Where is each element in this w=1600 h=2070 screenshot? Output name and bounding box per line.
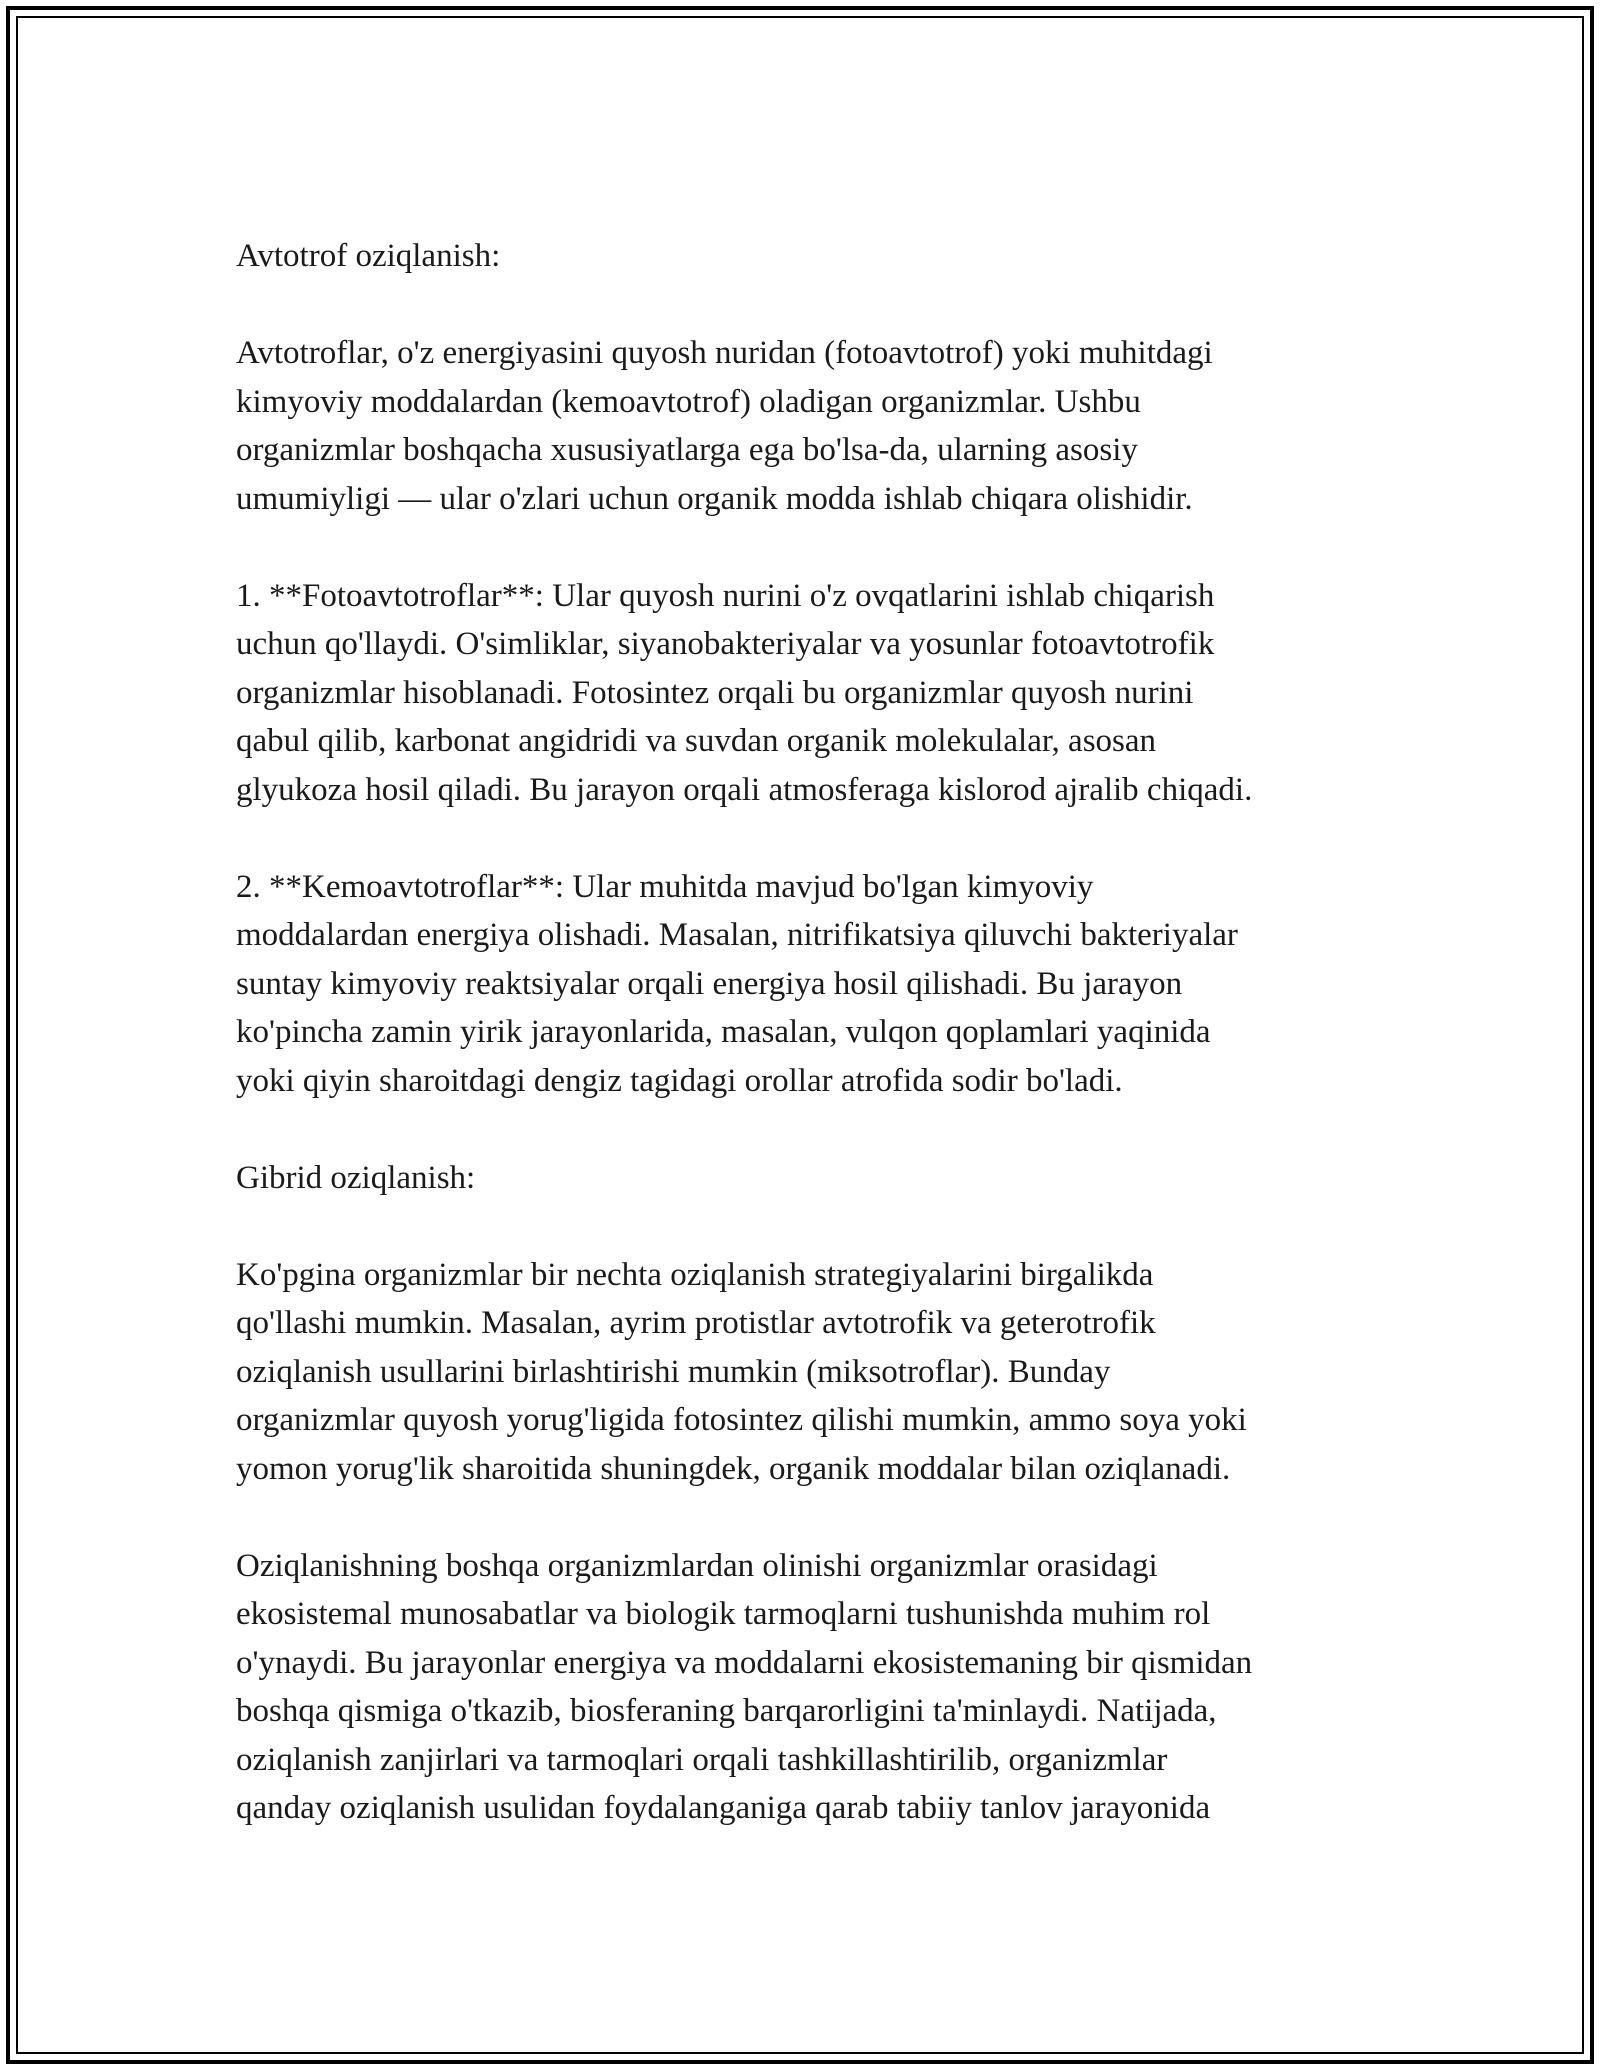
heading-autotrophic: Avtotrof oziqlanish: bbox=[236, 238, 501, 274]
paragraph-autotrophs: Avtotroflar, o'z energiyasini quyosh nuridan (fotoavtotrof) yoki muhitdagi kimyoviy moddalardan (kemoavtotrof) oladigan organizmlar. Ushbu organizmlar boshqacha xususiyatlarga ega bo'lsa-da, ularning asosiy umumiyligi — ular o'zlari uchun organik modda ishlab chiqara olishidir. bbox=[236, 335, 1213, 517]
heading-hybrid: Gibrid oziqlanish: bbox=[236, 1159, 476, 1196]
paragraph-hybrid: Ko'pgina organizmlar bir nechta oziqlanish strategiyalarini birgalikda qo'llashi mumkin. Masalan, ayrim protistlar avtotrofik va geterotrofik oziqlanish usullarini birlashtirishi mumkin (miksotroflar). Bunday organizmlar quyosh yorug'ligida fotosintez qilishi mumkin, ammo soya yoki yomon yorug'lik sharoitida shuningdek, organik moddalar bilan oziqlanadi. bbox=[236, 1256, 1247, 1487]
list-item-photoautotrophs: 1. **Fotoavtotroflar**: Ular quyosh nurini o'z ovqatlarini ishlab chiqarish uchun qo'llaydi. O'simliklar, siyanobakteriyalar va yosunlar fotoavtotrofik organizmlar hisoblanadi. Fotosintez orqali bu organizmlar quyosh nurini qabul qilib, karbonat angidridi va suvdan organik molekulalar, asosan glyukoza hosil qiladi. Bu jarayon orqali atmosferaga kislorod ajralib chiqadi. bbox=[236, 577, 1253, 808]
document-body bbox=[236, 232, 1396, 1881]
list-item-chemoautotrophs: 2. **Kemoavtotroflar**: Ular muhitda mavjud bo'lgan kimyoviy moddalardan energiya olishadi. Masalan, nitrifikatsiya qiluvchi bakteriyalar suntay kimyoviy reaktsiyalar orqali energiya hosil qilishadi. Bu jarayon ko'pincha zamin yirik jarayonlarida, masalan, vulqon qoplamlari yaqinida yoki qiyin sharoitdagi dengiz tagidagi orollar atrofida sodir bo'ladi. bbox=[236, 868, 1238, 1099]
paragraph-ecosystem: Oziqlanishning boshqa organizmlardan olinishi organizmlar orasidagi ekosistemal munosabatlar va biologik tarmoqlarni tushunishda muhim rol o'ynaydi. Bu jarayonlar energiya va moddalarni ekosistemaning bir qismidan boshqa qismiga o'tkazib, biosferaning barqarorligini ta'minlaydi. Natijada, oziqlanish zanjirlari va tarmoqlari orqali tashkillashtirilib, organizmlar qanday oziqlanish usulidan foydalanganiga qarab tabiiy tanlov jarayonida bbox=[236, 1547, 1253, 1826]
